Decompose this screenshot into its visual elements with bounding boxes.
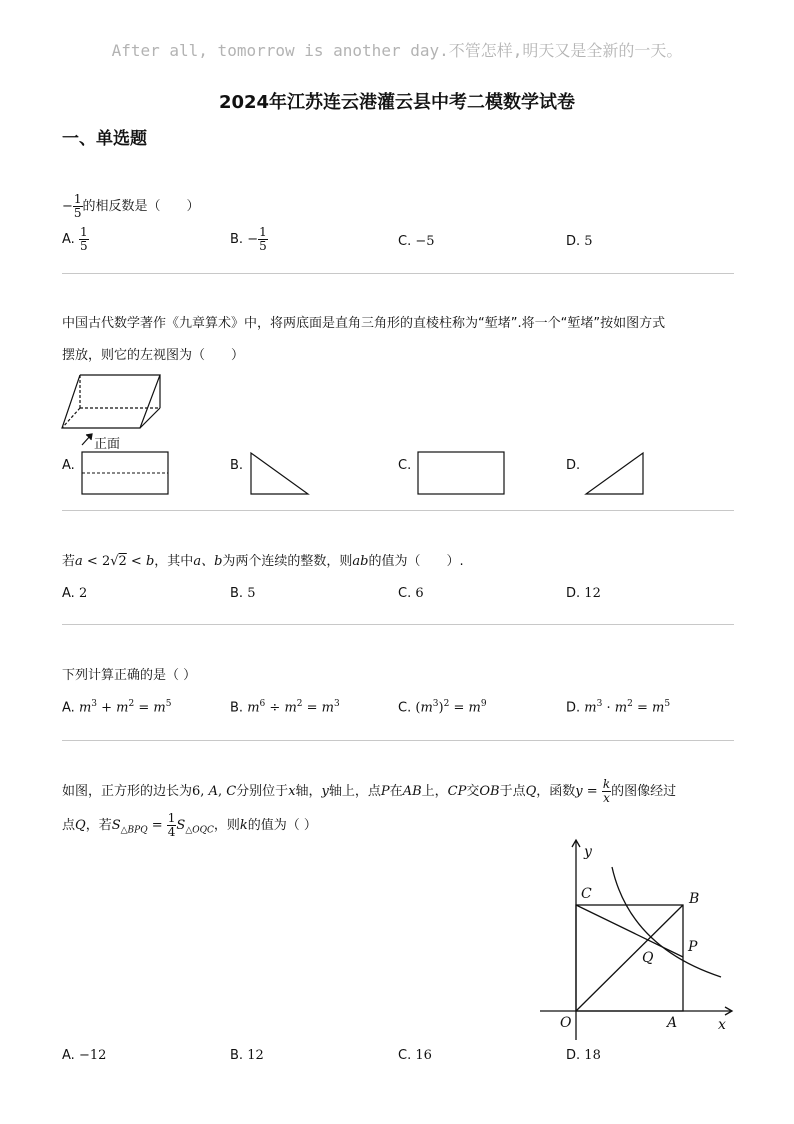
page-motto: After all, tomorrow is another day.不管怎样,明天又是全新的一天。 bbox=[111, 41, 683, 60]
q4-option-a[interactable]: A. $m^3 + m^2 = m^5$ bbox=[62, 699, 172, 716]
coordinate-graph bbox=[535, 835, 735, 1045]
point-q-label: Q bbox=[642, 950, 654, 966]
q1-option-c[interactable]: C. −5 bbox=[398, 234, 435, 249]
q1-option-a[interactable]: A. $\frac{1}{5}$ bbox=[62, 225, 88, 253]
section-heading: 一、单选题 bbox=[62, 129, 147, 149]
q2-option-b[interactable]: B. bbox=[230, 458, 244, 473]
divider bbox=[62, 740, 734, 741]
q3-option-d[interactable]: D. 12 bbox=[566, 586, 601, 601]
q5-option-c[interactable]: C. 16 bbox=[398, 1048, 432, 1063]
question-5-stem-line2: 点Q，若$S_{\triangle BPQ}$ = $\frac{1}{4}$ $S_{\triangle OQC}$，则k的值为（ ） bbox=[62, 811, 317, 839]
question-1-stem: − $\frac{1}{5}$ 的相反数是（ ） bbox=[62, 192, 200, 220]
q1-option-d[interactable]: D. 5 bbox=[566, 234, 593, 249]
q2-option-b-shape bbox=[248, 450, 310, 496]
q5-option-b[interactable]: B. 12 bbox=[230, 1048, 264, 1063]
divider bbox=[62, 273, 734, 274]
page-title: 2024年江苏连云港灌云县中考二模数学试卷 bbox=[218, 92, 576, 113]
point-a-label: A bbox=[667, 1015, 678, 1031]
front-label: 正面 bbox=[94, 437, 121, 452]
q5-option-d[interactable]: D. 18 bbox=[566, 1048, 601, 1063]
q4-option-c[interactable]: C. $(m^3)^2 = m^9$ bbox=[398, 699, 487, 716]
q2-option-c[interactable]: C. bbox=[398, 458, 412, 473]
fraction: $\frac{1}{5}$ bbox=[73, 192, 82, 220]
q2-option-d-shape bbox=[584, 450, 646, 496]
q2-option-c-shape bbox=[416, 450, 506, 496]
q5-option-a[interactable]: A. −12 bbox=[62, 1048, 107, 1063]
point-p-label: P bbox=[688, 939, 698, 955]
q3-option-c[interactable]: C. 6 bbox=[398, 586, 424, 601]
origin-label: O bbox=[560, 1015, 572, 1031]
question-5-stem-line1: 如图，正方形的边长为6, A, C分别位于x轴，y轴上，点P在AB上，CP交OB于点Q，函数y = $\frac{k}{x}$ 的图像经过 bbox=[62, 777, 677, 805]
q1-option-b[interactable]: B. − $\frac{1}{5}$ bbox=[230, 225, 267, 253]
question-3-stem: 若a < 2√2 < b，其中a、b为两个连续的整数，则ab的值为（ ）. bbox=[62, 554, 464, 569]
question-2-stem: 中国古代数学著作《九章算术》中，将两底面是直角三角形的直棱柱称为“堑堵”.将一个“堑堵”按如图方式 摆放，则它的左视图为（ ） bbox=[62, 316, 666, 363]
q2-option-d[interactable]: D. bbox=[566, 458, 581, 473]
q4-option-d[interactable]: D. $m^3 \cdot m^2 = m^5$ bbox=[566, 699, 671, 716]
q2-option-a-shape bbox=[80, 450, 170, 496]
prism-figure bbox=[60, 370, 170, 454]
divider bbox=[62, 624, 734, 625]
x-axis-label: x bbox=[718, 1017, 726, 1033]
point-b-label: B bbox=[689, 891, 700, 907]
q2-option-a[interactable]: A. bbox=[62, 458, 75, 473]
point-c-label: C bbox=[581, 886, 592, 902]
q3-option-b[interactable]: B. 5 bbox=[230, 586, 256, 601]
q3-option-a[interactable]: A. 2 bbox=[62, 586, 88, 601]
question-4-stem: 下列计算正确的是（ ） bbox=[62, 668, 197, 683]
y-axis-label: y bbox=[584, 844, 592, 860]
divider bbox=[62, 510, 734, 511]
q4-option-b[interactable]: B. $m^6 \div m^2 = m^3$ bbox=[230, 699, 340, 716]
